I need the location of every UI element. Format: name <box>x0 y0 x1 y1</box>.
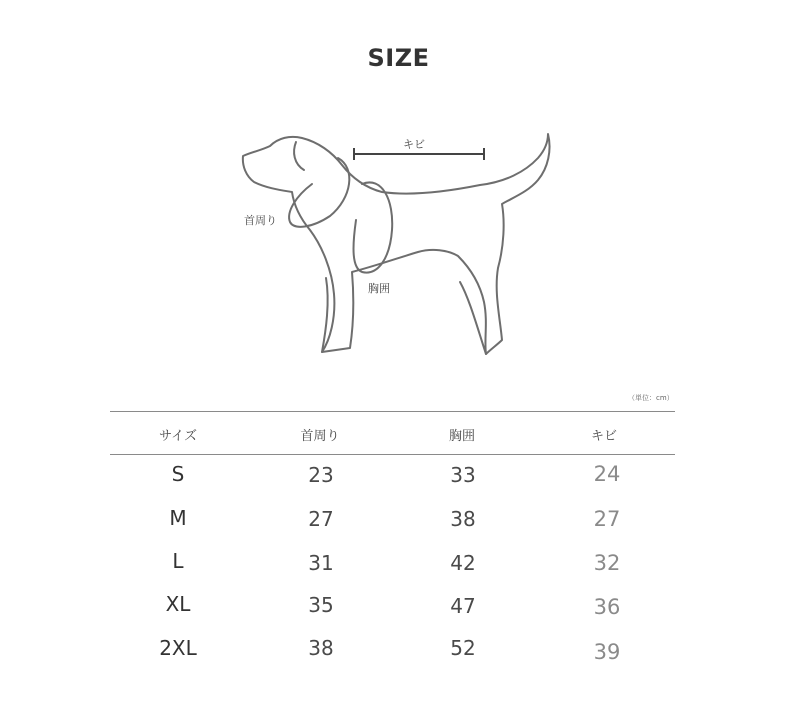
chest-label: 胸囲 <box>368 282 390 295</box>
size-cell: M <box>169 506 187 530</box>
dog-ear <box>294 142 304 170</box>
back-length-cell: 32 <box>593 551 621 575</box>
neck-cell: 35 <box>308 593 334 617</box>
header-chest: 胸囲 <box>448 429 476 444</box>
neck-cell: 31 <box>308 551 334 575</box>
header-neck: 首周り <box>300 429 340 444</box>
unit-note: （単位：cm） <box>628 394 674 402</box>
neck-measure-loop <box>289 158 349 227</box>
chest-measure-loop <box>354 182 393 272</box>
header-size: サイズ <box>159 429 197 444</box>
page-title: SIZE <box>367 44 430 72</box>
dog-body-outline <box>243 134 550 354</box>
back-length-cell: 36 <box>593 595 621 619</box>
back-length-cell: 39 <box>593 640 621 664</box>
size-cell: 2XL <box>159 636 197 660</box>
neck-cell: 27 <box>308 507 334 531</box>
header-back-length: キビ <box>590 429 618 444</box>
size-cell: XL <box>165 592 191 616</box>
chest-cell: 33 <box>450 463 476 487</box>
chest-cell: 52 <box>450 636 476 660</box>
size-cell: S <box>171 462 185 486</box>
table-header-rule <box>110 454 675 455</box>
neck-cell: 23 <box>308 463 334 487</box>
chest-cell: 38 <box>450 507 476 531</box>
neck-label: 首周り <box>244 214 277 227</box>
back-length-cell: 27 <box>593 507 621 531</box>
neck-cell: 38 <box>308 636 334 660</box>
chest-cell: 47 <box>450 594 476 618</box>
size-cell: L <box>172 549 184 573</box>
back-length-label: キビ <box>403 138 425 151</box>
chest-cell: 42 <box>450 551 476 575</box>
back-length-cell: 24 <box>593 462 621 486</box>
table-top-rule <box>110 411 675 412</box>
